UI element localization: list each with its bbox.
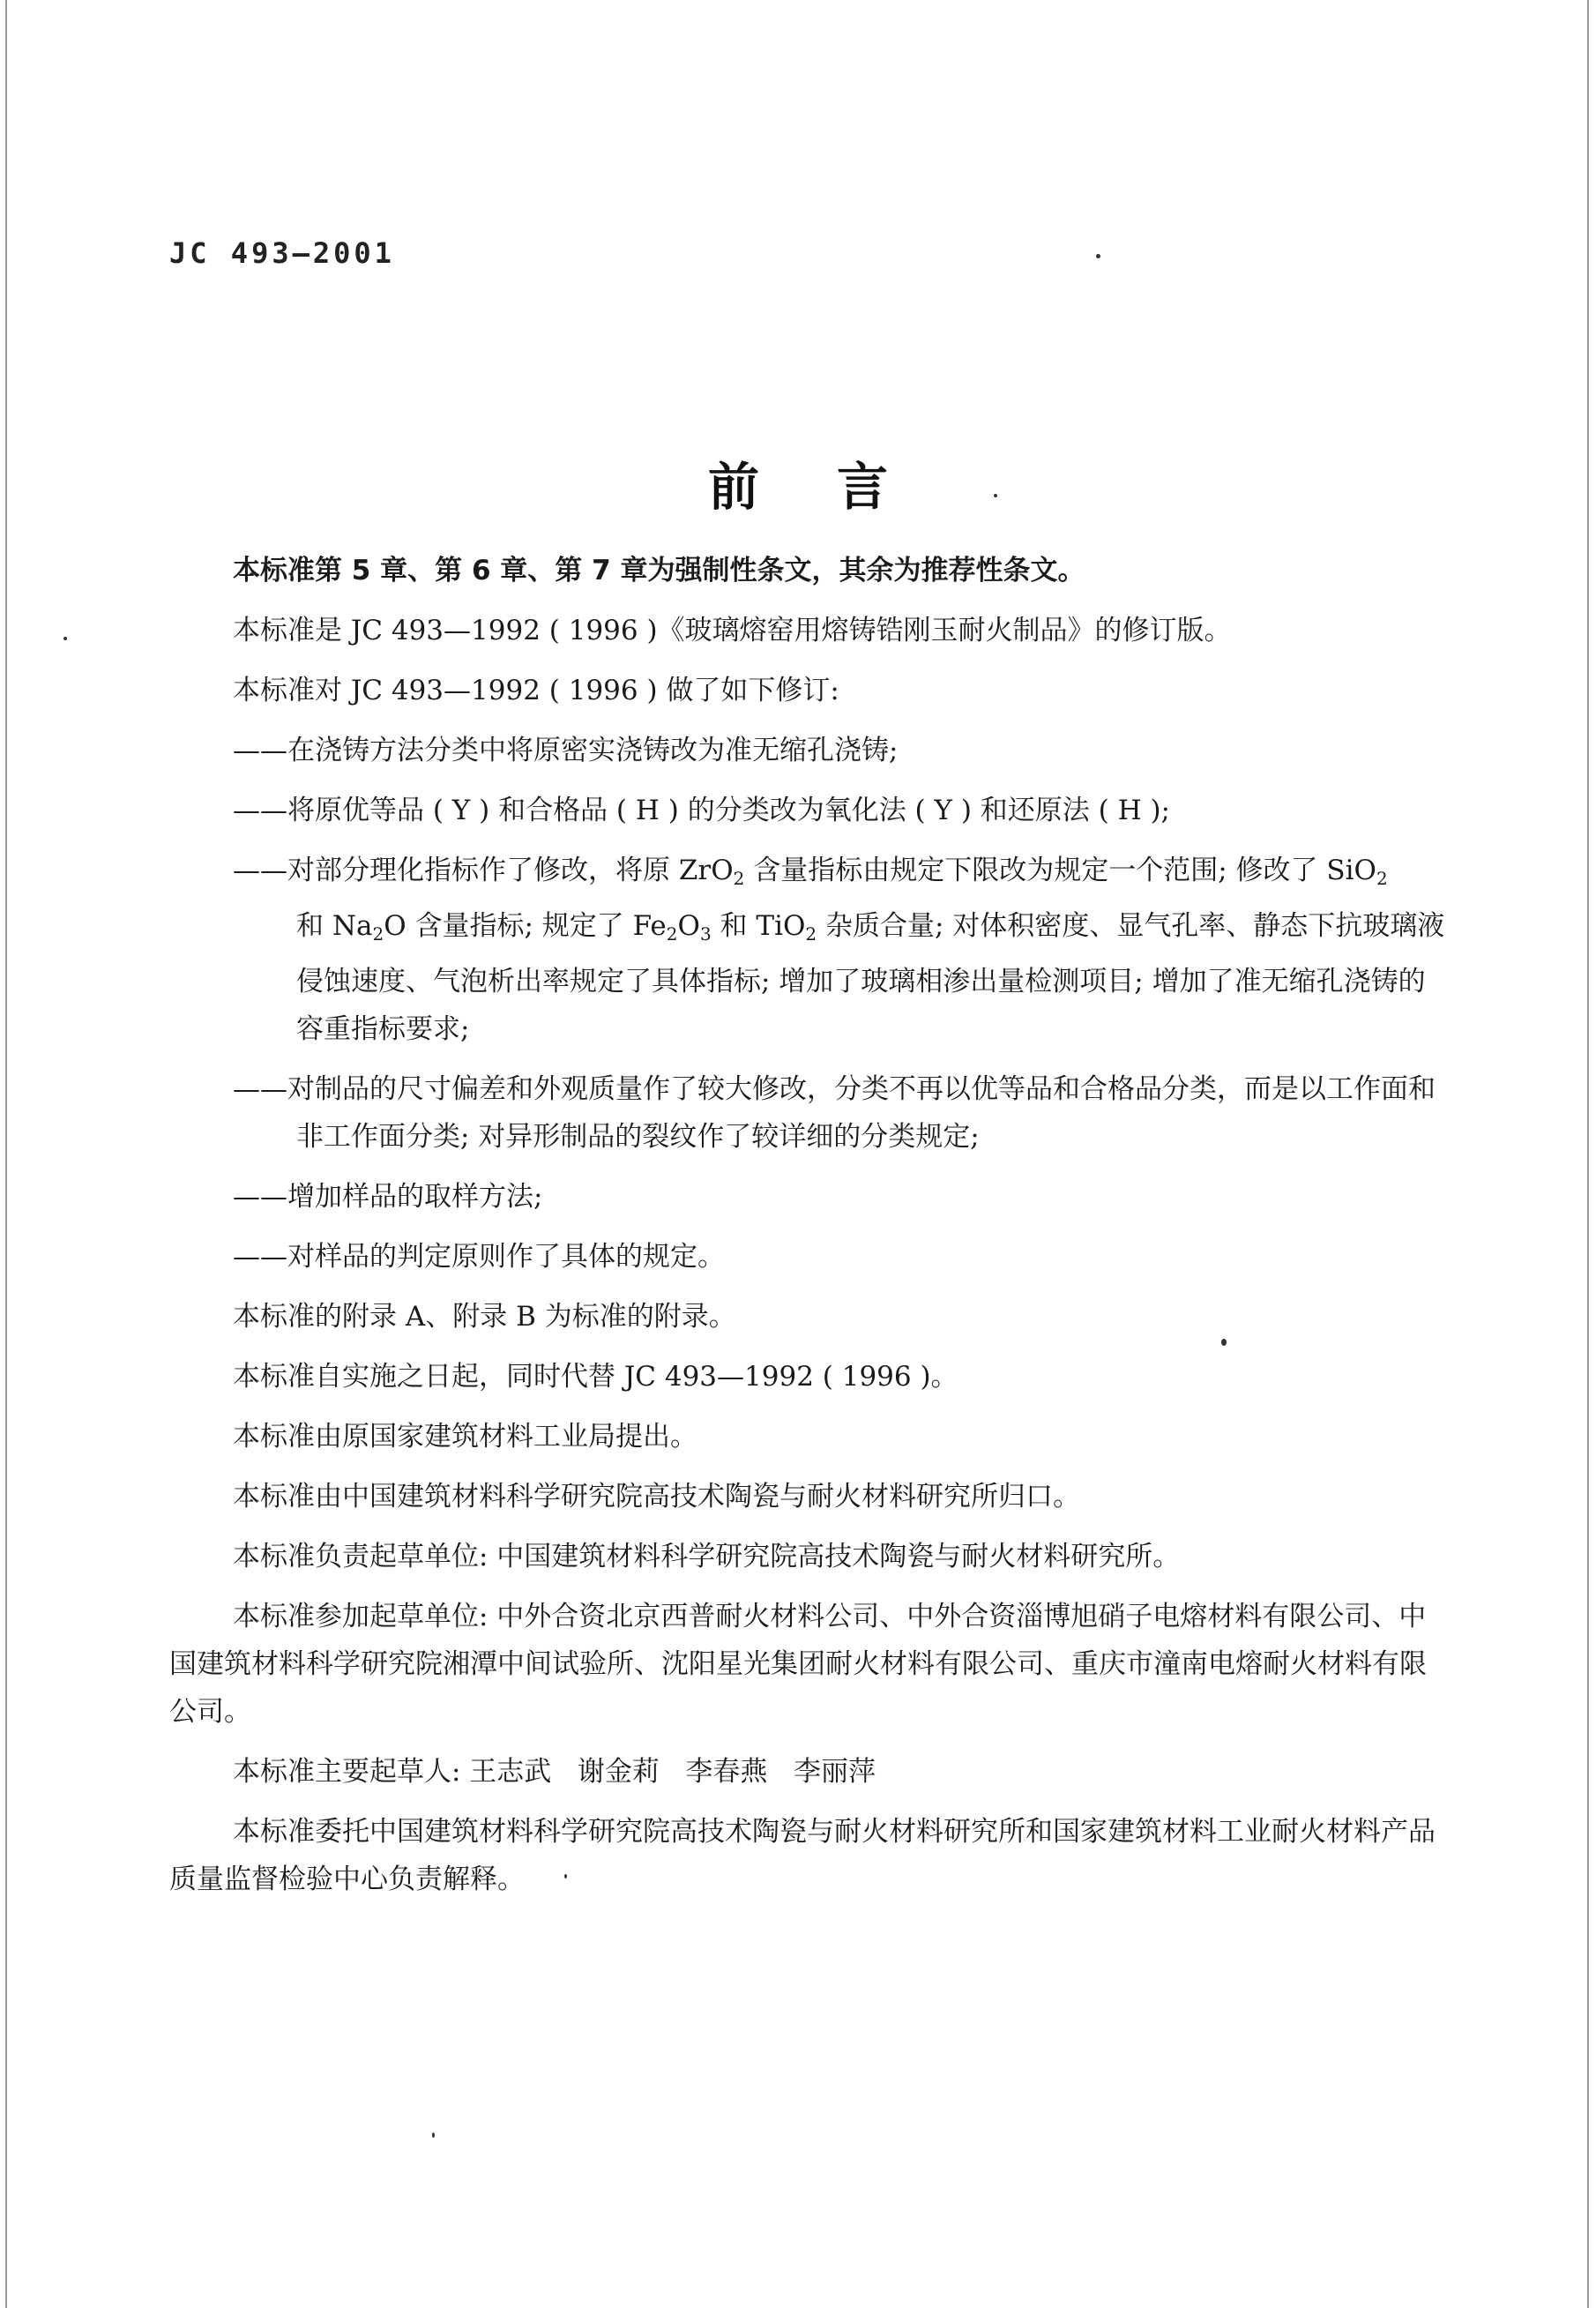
subscript: 2 [372, 923, 384, 945]
page-title: 前言 [707, 457, 966, 517]
paragraph-supersedes: 本标准自实施之日起，同时代替 JC 493—1992 ( 1996 )。 [233, 1361, 958, 1393]
scan-speck [63, 637, 67, 640]
revision-item-5: ——增加样品的取样方法; [233, 1181, 543, 1213]
revision-item-3-text-d: O 含量指标; 规定了 Fe [384, 910, 667, 942]
paragraph-centralized-by: 本标准由中国建筑材料科学研究院高技术陶瓷与耐火材料研究所归口。 [233, 1481, 1080, 1513]
revision-item-3-text-a: ——对部分理化指标作了修改，将原 ZrO [233, 855, 734, 886]
revision-item-6: ——对样品的判定原则作了具体的规定。 [233, 1241, 725, 1273]
subscript: 3 [699, 923, 712, 945]
paragraph-revision-of: 本标准是 JC 493—1992 ( 1996 )《玻璃熔窑用熔铸锆刚玉耐火制品》的修订版。 [233, 615, 1232, 646]
revision-item-3-text-f: 和 TiO [711, 910, 806, 942]
revision-item-3-text-c: 和 Na [296, 910, 373, 942]
scan-speck [994, 494, 997, 497]
subscript: 2 [805, 923, 817, 945]
scan-speck [432, 2132, 435, 2138]
paragraph-participating-units: 本标准参加起草单位: 中外合资北京西普耐火材料公司、中外合资淄博旭硝子电熔材料有限公司、中国建筑材料科学研究院湘潭中间试验所、沈阳星光集团耐火材料有限公司、重庆市潼南电熔耐火材料有限公司。 [169, 1601, 1427, 1728]
scan-speck [564, 1874, 567, 1879]
subscript: 2 [733, 868, 745, 889]
paragraph-mandatory-clauses: 本标准第 5 章、第 6 章、第 7 章为强制性条文，其余为推荐性条文。 [233, 555, 1085, 586]
revision-item-3 [233, 847, 1448, 1053]
paragraph-appendices: 本标准的附录 A、附录 B 为标准的附录。 [233, 1301, 736, 1333]
revision-item-4: ——对制品的尺寸偏差和外观质量作了较大修改，分类不再以优等品和合格品分类，而是以工作面和非工作面分类; 对异形制品的裂纹作了较详细的分类规定; [233, 1073, 1436, 1153]
paragraph-proposed-by: 本标准由原国家建筑材料工业局提出。 [233, 1421, 697, 1453]
scan-edge-left [5, 0, 7, 2308]
paragraph-drafting-unit: 本标准负责起草单位: 中国建筑材料科学研究院高技术陶瓷与耐火材料研究所。 [233, 1541, 1181, 1572]
paragraph-interpretation: 本标准委托中国建筑材料科学研究院高技术陶瓷与耐火材料研究所和国家建筑材料工业耐火材料产品质量监督检验中心负责解释。 [169, 1816, 1436, 1895]
revision-item-3-text-g: 杂质合量; 对体积密度、显气孔率、静态下抗玻璃液侵蚀速度、气泡析出率规定了具体指标; 增加了玻璃相渗出量检测项目; 增加了准无缩孔浇铸的容重指标要求; [296, 910, 1445, 1045]
scan-speck [1096, 254, 1100, 258]
paragraph-main-drafters: 本标准主要起草人: 王志武 谢金莉 李春燕 李丽萍 [233, 1756, 876, 1788]
scan-edge-right [1587, 0, 1589, 2308]
revision-item-2: ——将原优等品 ( Y ) 和合格品 ( H ) 的分类改为氧化法 ( Y ) 和还原法 ( H ); [233, 795, 1171, 826]
revision-item-3-continuation [296, 902, 1448, 1053]
document-code: JC 493—2001 [169, 236, 395, 270]
scan-speck [1221, 1339, 1227, 1346]
foreword-body [169, 547, 1448, 1916]
subscript: 2 [666, 923, 678, 945]
subscript: 2 [1376, 868, 1388, 889]
revision-item-3-text-b: 含量指标由规定下限改为规定一个范围; 修改了 SiO [744, 855, 1376, 886]
revision-item-1: ——在浇铸方法分类中将原密实浇铸改为准无缩孔浇铸; [233, 735, 899, 766]
paragraph-revisions-intro: 本标准对 JC 493—1992 ( 1996 ) 做了如下修订: [233, 675, 839, 706]
revision-item-3-text-e: O [677, 910, 700, 942]
